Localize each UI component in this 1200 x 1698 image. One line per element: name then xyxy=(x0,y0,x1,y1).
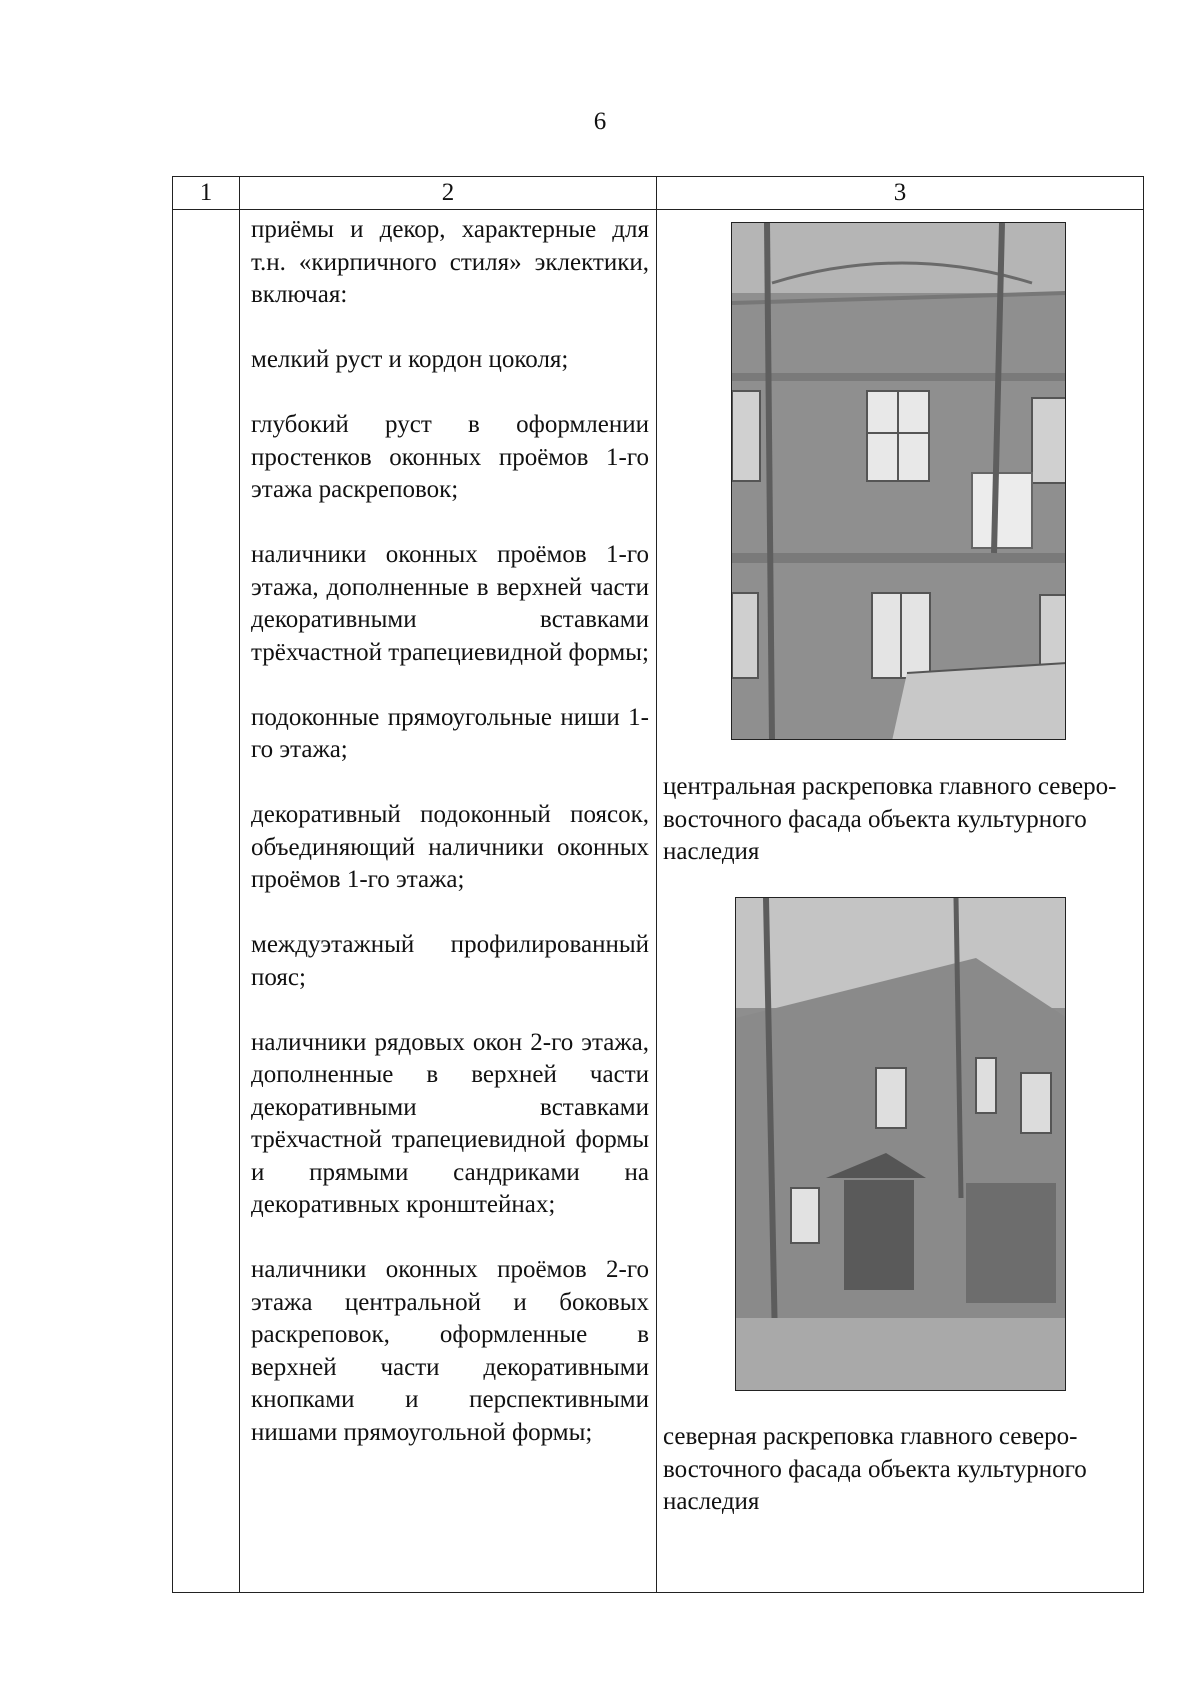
header-col-1: 1 xyxy=(199,179,213,206)
feature-item: мелкий руст и кордон цоколя; xyxy=(251,346,569,373)
facade-photo-central-image xyxy=(732,223,1066,740)
photo-caption-northern: северная раскреповка главного северо-восточного фасада объекта культурного наследия xyxy=(663,1423,1087,1515)
feature-item: глубокий руст в оформлении простенков оконных проёмов 1-го этажа раскреповок; xyxy=(251,411,649,503)
facade-photo-northern xyxy=(735,897,1066,1391)
facade-photo-northern-image xyxy=(736,898,1066,1391)
page-number: 6 xyxy=(593,108,607,135)
feature-item: подоконные прямоугольные ниши 1-го этажа; xyxy=(251,703,649,763)
feature-item: наличники рядовых окон 2-го этажа, дополненные в верхней части декоративными вставками трёхчастной трапециевидной формы и прямыми сандриками на декоративных кронштейнах; xyxy=(251,1028,649,1218)
facade-photo-central xyxy=(731,222,1066,740)
feature-intro: приёмы и декор, характерные для т.н. «кирпичного стиля» эклектики, включая: xyxy=(251,216,649,308)
header-col-3: 3 xyxy=(893,179,907,206)
column-divider-2 xyxy=(656,177,657,1592)
photo-caption-central: центральная раскреповка главного северо-восточного фасада объекта культурного наследия xyxy=(663,773,1117,865)
header-divider xyxy=(173,209,1143,210)
column-divider-1 xyxy=(239,177,240,1592)
features-list xyxy=(251,214,649,1482)
feature-item: наличники оконных проёмов 2-го этажа центральной и боковых раскреповок, оформленные в верхней части декоративными кнопками и перспективными нишами прямоугольной формы; xyxy=(251,1256,649,1446)
content-table xyxy=(172,176,1144,1593)
feature-item: наличники оконных проёмов 1-го этажа, дополненные в верхней части декоративными вставками трёхчастной трапециевидной формы; xyxy=(251,541,649,666)
feature-item: декоративный подоконный поясок, объединяющий наличники оконных проёмов 1-го этажа; xyxy=(251,801,649,893)
feature-item: междуэтажный профилированный пояс; xyxy=(251,931,649,991)
header-col-2: 2 xyxy=(441,179,455,206)
